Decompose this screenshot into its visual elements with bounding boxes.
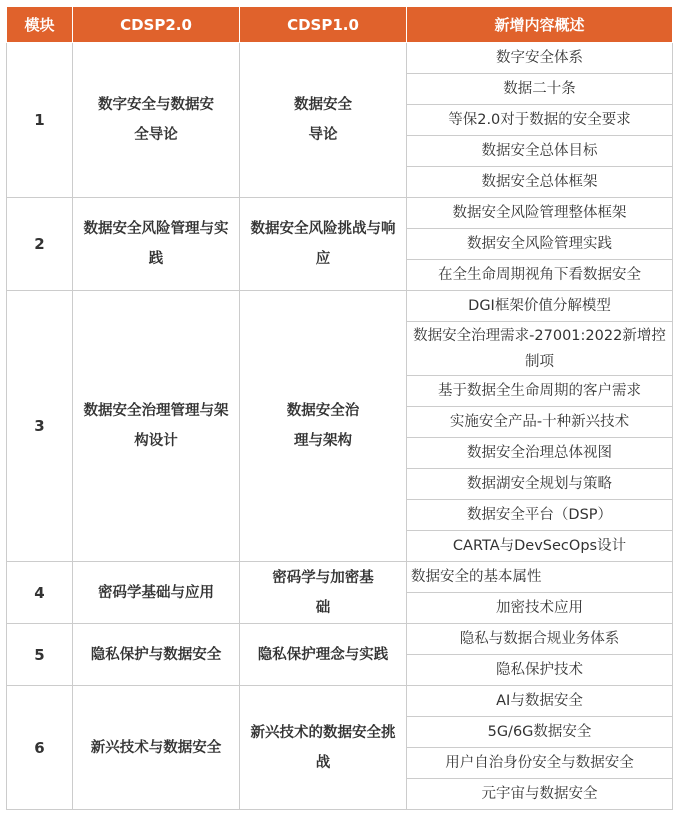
new-content-item: 数据安全总体目标 bbox=[407, 136, 673, 167]
table-row bbox=[7, 624, 673, 655]
new-content-item: 隐私保护技术 bbox=[407, 655, 673, 686]
module-number: 3 bbox=[7, 291, 73, 562]
table-row bbox=[7, 198, 673, 229]
cdsp2-title: 密码学基础与应用 bbox=[73, 562, 240, 624]
cdsp2-title: 隐私保护与数据安全 bbox=[73, 624, 240, 686]
new-content-item: 隐私与数据合规业务体系 bbox=[407, 624, 673, 655]
module-number: 4 bbox=[7, 562, 73, 624]
new-content-item: 数据安全风险管理实践 bbox=[407, 229, 673, 260]
new-content-item: 数据安全治理总体视图 bbox=[407, 438, 673, 469]
cdsp1-title: 数据安全治理与架构 bbox=[240, 291, 407, 562]
cdsp2-title: 数据安全治理管理与架构设计 bbox=[73, 291, 240, 562]
header-module: 模块 bbox=[7, 7, 73, 43]
new-content-item: 数字安全体系 bbox=[407, 43, 673, 74]
cdsp2-title: 新兴技术与数据安全 bbox=[73, 686, 240, 810]
new-content-item: 数据安全的基本属性 bbox=[407, 562, 673, 593]
new-content-item: 数据湖安全规划与策略 bbox=[407, 469, 673, 500]
new-content-item: 5G/6G数据安全 bbox=[407, 717, 673, 748]
new-content-item: 在全生命周期视角下看数据安全 bbox=[407, 260, 673, 291]
cdsp1-title: 数据安全风险挑战与响应 bbox=[240, 198, 407, 291]
cdsp1-title: 数据安全导论 bbox=[240, 43, 407, 198]
new-content-item: 数据安全平台（DSP） bbox=[407, 500, 673, 531]
header-new-content: 新增内容概述 bbox=[407, 7, 673, 43]
header-cdsp2: CDSP2.0 bbox=[73, 7, 240, 43]
new-content-item: 数据二十条 bbox=[407, 74, 673, 105]
new-content-item: AI与数据安全 bbox=[407, 686, 673, 717]
header-cdsp1: CDSP1.0 bbox=[240, 7, 407, 43]
new-content-item: CARTA与DevSecOps设计 bbox=[407, 531, 673, 562]
new-content-item: 数据安全总体框架 bbox=[407, 167, 673, 198]
cdsp2-title: 数据安全风险管理与实践 bbox=[73, 198, 240, 291]
table-row bbox=[7, 686, 673, 717]
new-content-item: 用户自治身份安全与数据安全 bbox=[407, 748, 673, 779]
new-content-item: 数据安全风险管理整体框架 bbox=[407, 198, 673, 229]
cdsp1-title: 新兴技术的数据安全挑战 bbox=[240, 686, 407, 810]
module-number: 2 bbox=[7, 198, 73, 291]
new-content-item: DGI框架价值分解模型 bbox=[407, 291, 673, 322]
table-header bbox=[7, 7, 673, 43]
module-number: 1 bbox=[7, 43, 73, 198]
new-content-item: 实施安全产品-十种新兴技术 bbox=[407, 407, 673, 438]
header-row bbox=[7, 7, 673, 43]
course-comparison-table bbox=[6, 6, 673, 810]
new-content-item: 基于数据全生命周期的客户需求 bbox=[407, 376, 673, 407]
new-content-item: 等保2.0对于数据的安全要求 bbox=[407, 105, 673, 136]
cdsp2-title: 数字安全与数据安全导论 bbox=[73, 43, 240, 198]
cdsp1-title: 隐私保护理念与实践 bbox=[240, 624, 407, 686]
new-content-item: 元宇宙与数据安全 bbox=[407, 779, 673, 810]
table-row bbox=[7, 291, 673, 322]
new-content-item: 加密技术应用 bbox=[407, 593, 673, 624]
table-row bbox=[7, 43, 673, 74]
module-number: 5 bbox=[7, 624, 73, 686]
table-row bbox=[7, 562, 673, 593]
module-number: 6 bbox=[7, 686, 73, 810]
table-body bbox=[7, 43, 673, 810]
cdsp1-title: 密码学与加密基础 bbox=[240, 562, 407, 624]
new-content-item: 数据安全治理需求-27001:2022新增控制项 bbox=[407, 322, 673, 376]
